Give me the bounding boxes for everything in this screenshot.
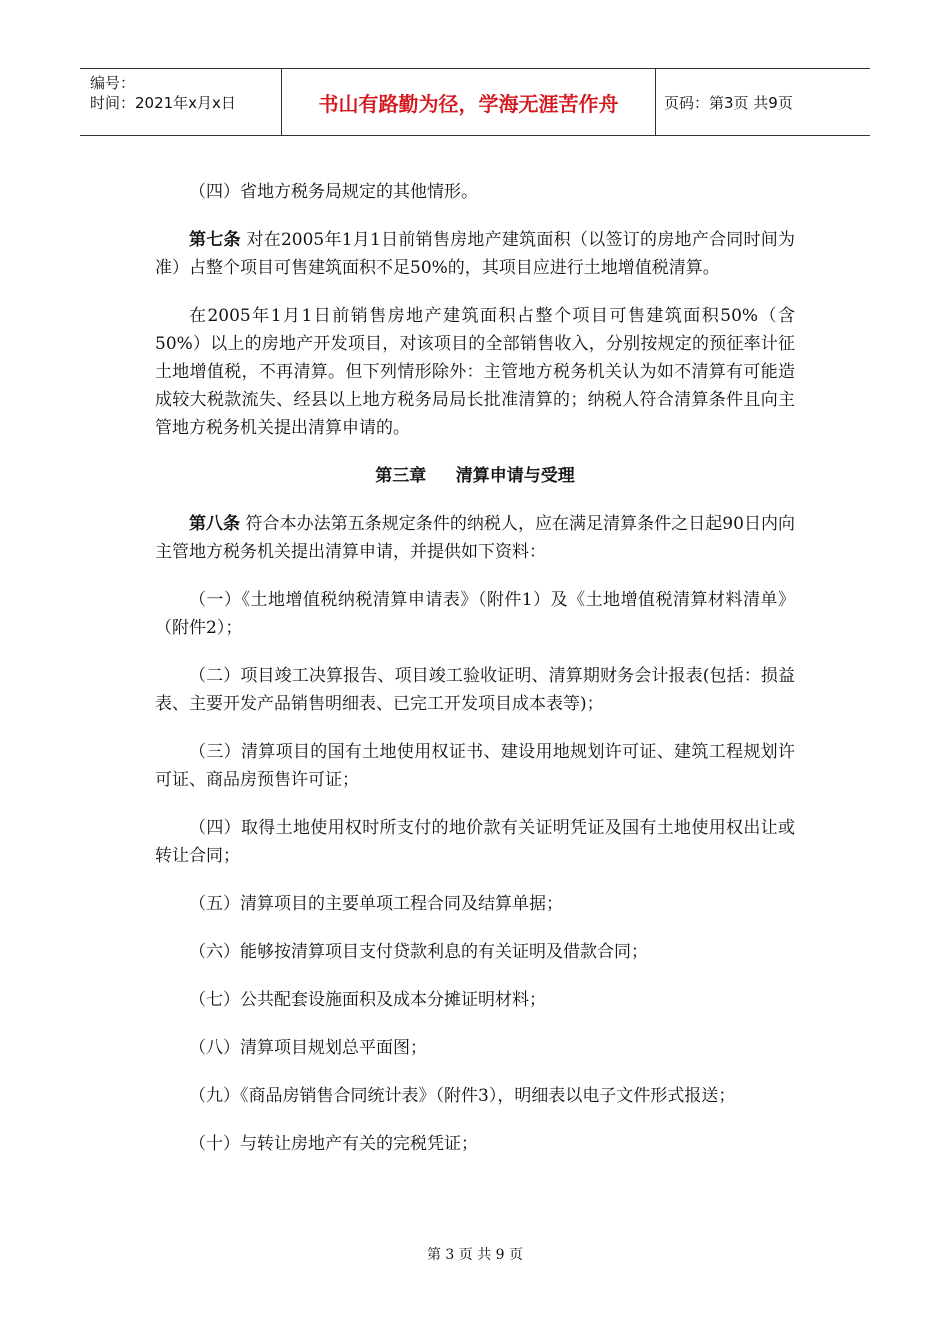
- article-label: 第七条: [189, 230, 241, 250]
- body-paragraph: （一）《土地增值税纳税清算申请表》（附件1）及《土地增值税清算材料清单》（附件2）；: [155, 590, 795, 638]
- body-paragraph: （四）省地方税务局规定的其他情形。: [189, 182, 478, 202]
- body-paragraph: （八）清算项目规划总平面图；: [189, 1038, 427, 1058]
- chapter-heading: 第三章 清算申请与受理: [375, 466, 575, 486]
- header-motto: 书山有路勤为径，学海无涯苦作舟: [282, 69, 656, 135]
- document-number-label: 编号：: [90, 74, 136, 92]
- page-footer: 第 3 页 共 9 页: [426, 1247, 524, 1263]
- body-paragraph: （七）公共配套设施面积及成本分摊证明材料；: [189, 990, 546, 1010]
- document-time-label: 时间：2021年x月x日: [90, 94, 236, 112]
- article-text: 符合本办法第五条规定条件的纳税人，应在满足清算条件之日起90日内向主管地方税务机关提出清算申请，并提供如下资料：: [155, 514, 795, 562]
- article-paragraph: [155, 510, 795, 566]
- body-paragraph: （六）能够按清算项目支付贷款利息的有关证明及借款合同；: [189, 942, 648, 962]
- header-meta: [80, 69, 282, 135]
- header-page-info: 页码：第3页 共9页: [664, 93, 793, 112]
- body-paragraph: （九）《商品房销售合同统计表》（附件3），明细表以电子文件形式报送；: [189, 1086, 736, 1106]
- article-label: 第八条: [189, 514, 241, 534]
- body-paragraph: （四）取得土地使用权时所支付的地价款有关证明凭证及国有土地使用权出让或转让合同；: [155, 818, 795, 866]
- article-paragraph: [155, 226, 795, 282]
- article-text: 对在2005年1月1日前销售房地产建筑面积（以签订的房地产合同时间为准）占整个项目可售建筑面积不足50%的，其项目应进行土地增值税清算。: [155, 230, 796, 278]
- page-header: [80, 68, 870, 136]
- body-paragraph: （二）项目竣工决算报告、项目竣工验收证明、清算期财务会计报表(包括：损益表、主要开发产品销售明细表、已完工开发项目成本表等)；: [155, 666, 795, 714]
- body-paragraph: 在2005年1月1日前销售房地产建筑面积占整个项目可售建筑面积50%（含50%）以上的房地产开发项目，对该项目的全部销售收入，分别按规定的预征率计征土地增值税，不再清算。但下列情形除外：主管地方税务机关认为如不清算有可能造成较大税款流失、经县以上地方税务局局长批准清算的；纳税人符合清算条件且向主管地方税务机关提出清算申请的。: [155, 306, 795, 438]
- body-paragraph: （五）清算项目的主要单项工程合同及结算单据；: [189, 894, 563, 914]
- body-paragraph: （三）清算项目的国有土地使用权证书、建设用地规划许可证、建筑工程规划许可证、商品房预售许可证；: [155, 742, 795, 790]
- body-paragraph: （十）与转让房地产有关的完税凭证；: [189, 1134, 478, 1154]
- document-body: [155, 178, 795, 1178]
